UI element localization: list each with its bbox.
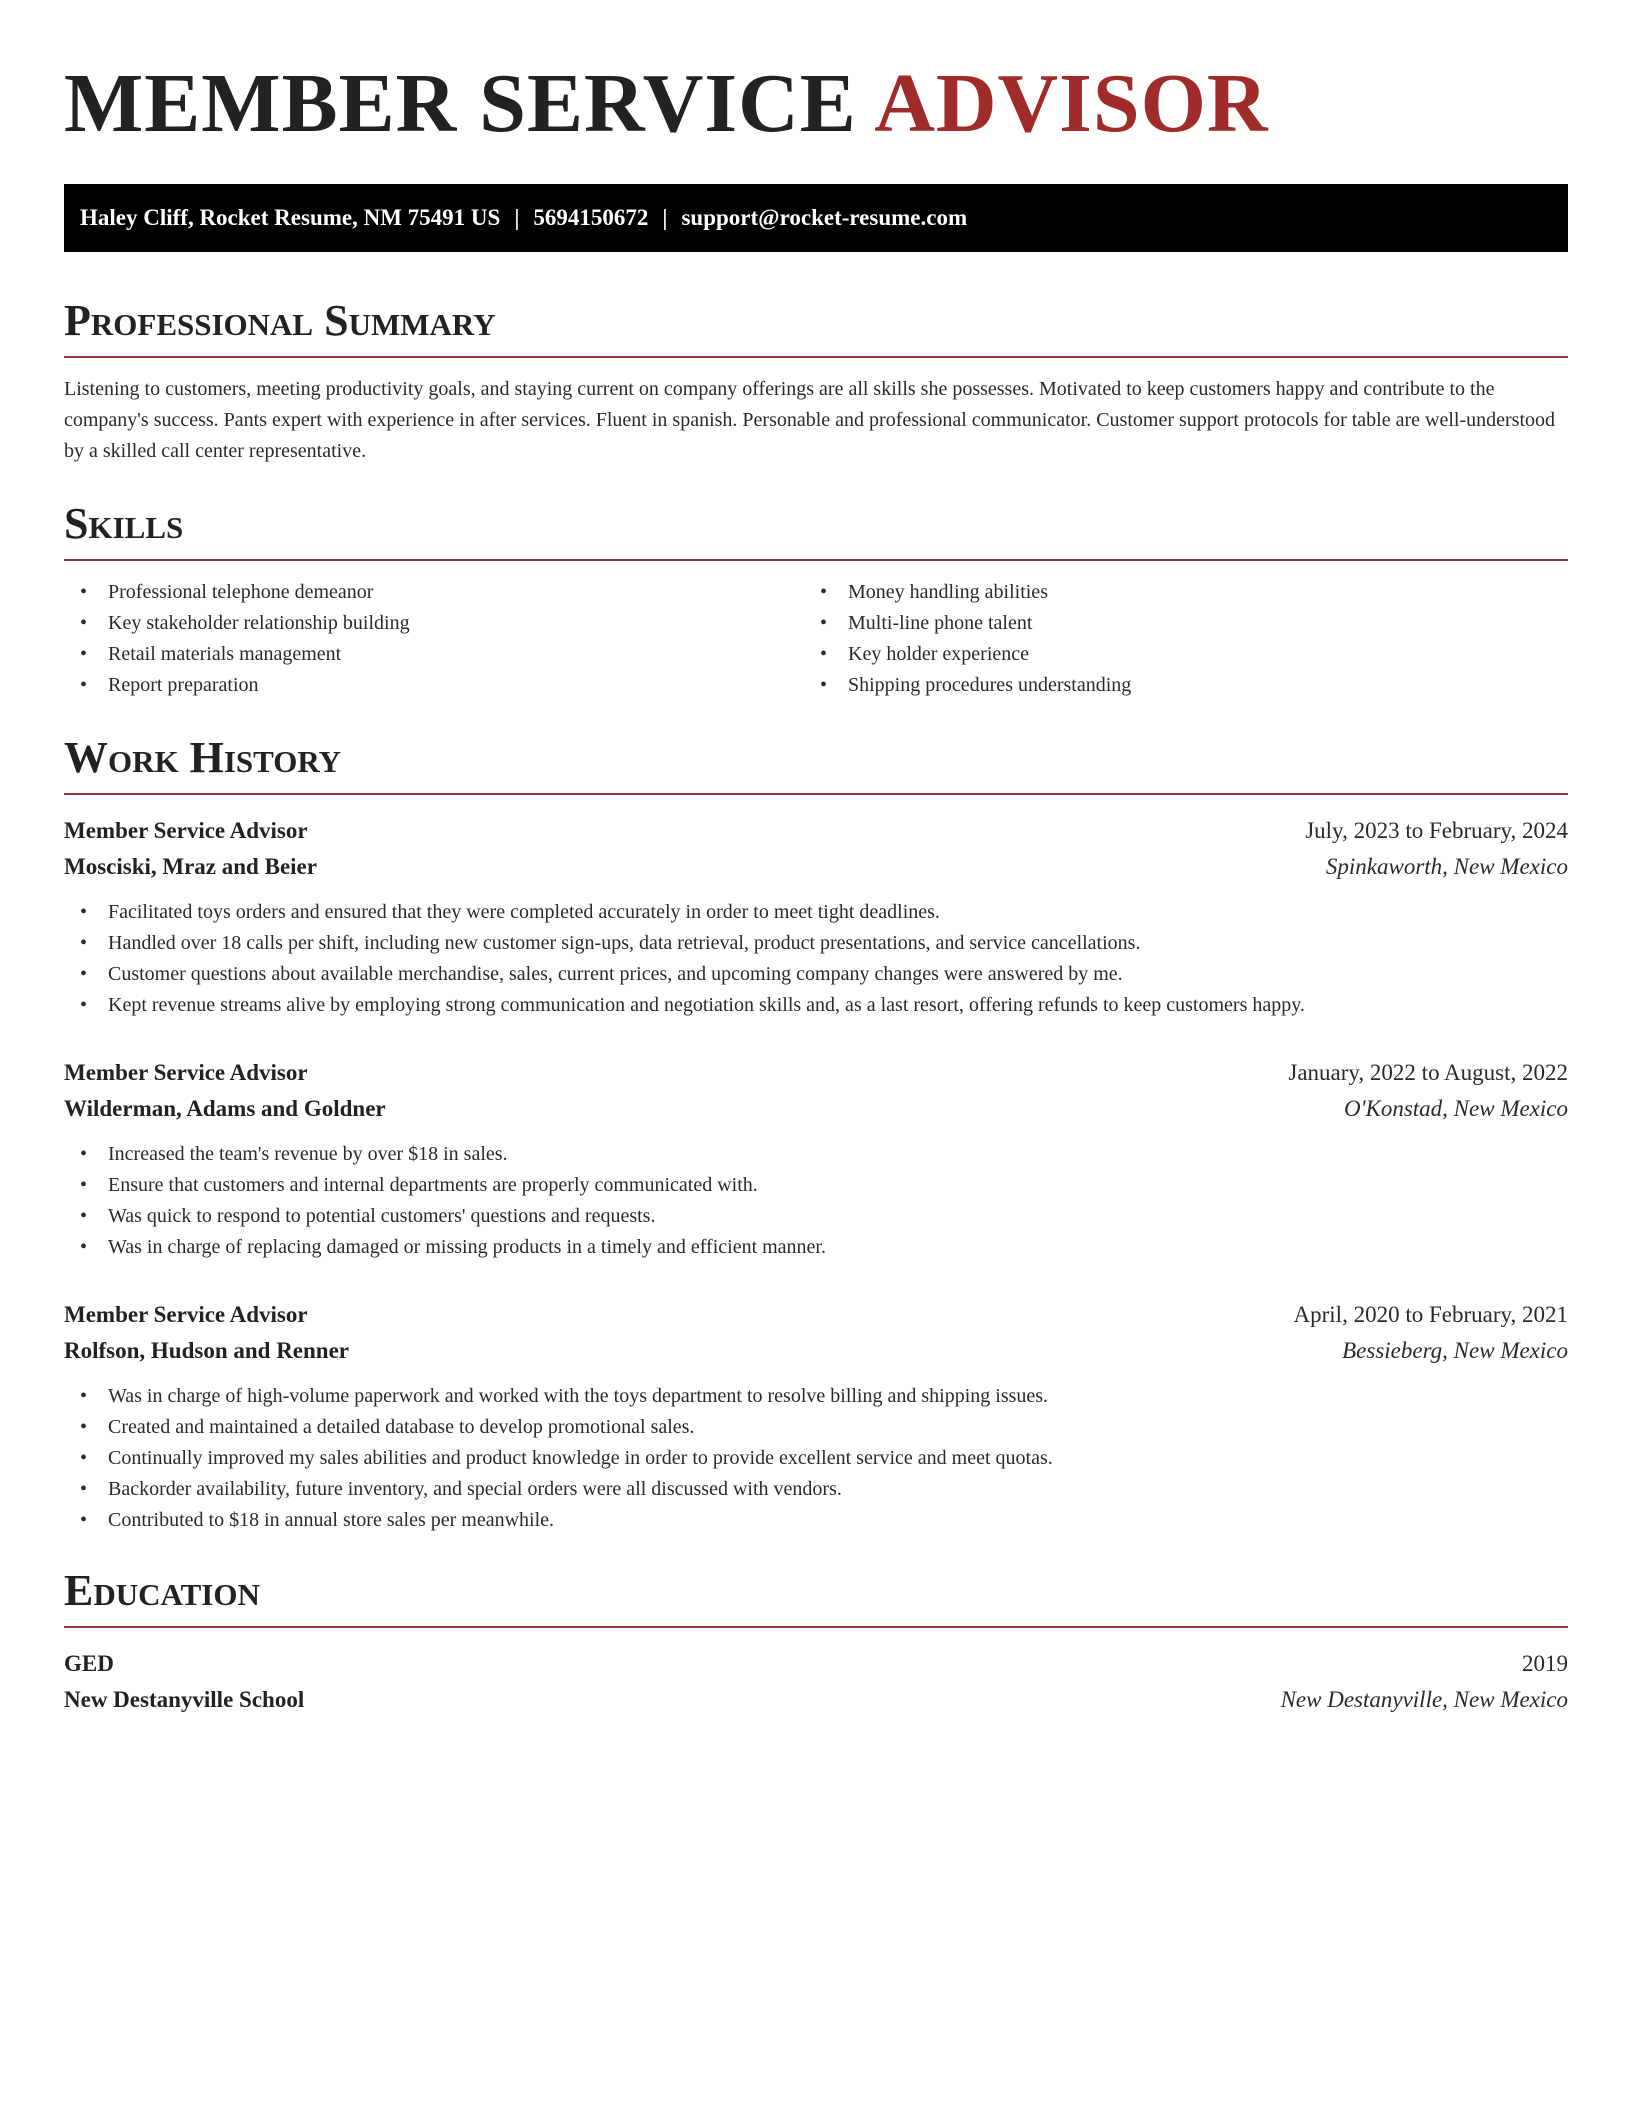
job-bullets: [64, 1381, 1568, 1536]
job-company-row: [64, 1333, 1568, 1369]
job-header-row: [64, 813, 1568, 849]
job-location: Bessieberg, New Mexico: [1342, 1338, 1568, 1363]
job-bullet: • Was quick to respond to potential customers' questions and requests.: [64, 1201, 1568, 1232]
job-company-row: [64, 1091, 1568, 1127]
job-title: Member Service Advisor: [64, 1060, 308, 1085]
education-school-row: [64, 1682, 1568, 1718]
job-bullet: • Backorder availability, future inventory, and special orders were all discussed with vendors.: [64, 1474, 1568, 1505]
job-dates: January, 2022 to August, 2022: [1288, 1060, 1568, 1085]
contact-address: Haley Cliff, Rocket Resume, NM 75491 US: [80, 205, 501, 230]
job-bullets: [64, 897, 1568, 1021]
resume-page: [64, 0, 1568, 1718]
job-bullet: • Increased the team's revenue by over $18 in sales.: [64, 1139, 1568, 1170]
education-year: 2019: [1522, 1651, 1568, 1676]
headline-primary: MEMBER SERVICE: [64, 57, 857, 150]
job-location: Spinkaworth, New Mexico: [1325, 854, 1568, 879]
job-header-row: [64, 1055, 1568, 1091]
job-dates: April, 2020 to February, 2021: [1293, 1302, 1568, 1327]
job-bullet: • Was in charge of replacing damaged or missing products in a timely and efficient manner.: [64, 1232, 1568, 1263]
skill-item: • Money handling abilities: [804, 577, 1544, 608]
resume-headline: [64, 58, 1568, 150]
skill-item: • Report preparation: [64, 670, 804, 701]
skill-item: • Multi-line phone talent: [804, 608, 1544, 639]
job-bullet: • Was in charge of high-volume paperwork and worked with the toys department to resolve billing and shipping issues.: [64, 1381, 1568, 1412]
skills-grid: [64, 577, 1568, 701]
job-entry: [64, 1055, 1568, 1263]
section-title-education: Education: [64, 1566, 1568, 1628]
skills-list-left: [64, 577, 804, 701]
job-company-row: [64, 849, 1568, 885]
job-location: O'Konstad, New Mexico: [1343, 1096, 1568, 1121]
contact-phone: 5694150672: [533, 205, 649, 230]
contact-separator: |: [662, 205, 668, 230]
education-header-row: [64, 1646, 1568, 1682]
job-bullet: • Ensure that customers and internal departments are properly communicated with.: [64, 1170, 1568, 1201]
contact-separator: |: [514, 205, 520, 230]
contact-bar: [64, 184, 1568, 252]
education-location: New Destanyville, New Mexico: [1280, 1687, 1568, 1712]
job-entry: [64, 1297, 1568, 1536]
skills-column-right: [804, 577, 1544, 701]
skill-item: • Key stakeholder relationship building: [64, 608, 804, 639]
job-title: Member Service Advisor: [64, 1302, 308, 1327]
job-bullet: • Created and maintained a detailed database to develop promotional sales.: [64, 1412, 1568, 1443]
section-title-summary: Professional Summary: [64, 296, 1568, 358]
skill-item: • Key holder experience: [804, 639, 1544, 670]
education-school: New Destanyville School: [64, 1687, 305, 1712]
job-company: Wilderman, Adams and Goldner: [64, 1096, 386, 1121]
skill-item: • Retail materials management: [64, 639, 804, 670]
skills-list-right: [804, 577, 1544, 701]
skill-item: • Professional telephone demeanor: [64, 577, 804, 608]
job-header-row: [64, 1297, 1568, 1333]
job-title: Member Service Advisor: [64, 818, 308, 843]
summary-text: Listening to customers, meeting productivity goals, and staying current on company offerings are all skills she possesses. Motivated to keep customers happy and contribute to the company's success. Pants expert with experience in after services. Fluent in spanish. Personable and professional communicator. Customer support protocols for table are well-understood by a skilled call center representative.: [64, 378, 1555, 462]
job-dates: July, 2023 to February, 2024: [1305, 818, 1568, 843]
section-title-work-history: Work History: [64, 733, 1568, 795]
skill-item: • Shipping procedures understanding: [804, 670, 1544, 701]
headline-accent: ADVISOR: [874, 57, 1269, 150]
job-bullet: • Handled over 18 calls per shift, including new customer sign-ups, data retrieval, product presentations, and service cancellations.: [64, 928, 1568, 959]
section-title-skills: Skills: [64, 499, 1568, 561]
education-degree: GED: [64, 1651, 114, 1676]
job-bullet: • Facilitated toys orders and ensured that they were completed accurately in order to meet tight deadlines.: [64, 897, 1568, 928]
job-bullet: • Kept revenue streams alive by employing strong communication and negotiation skills and, as a last resort, offering refunds to keep customers happy.: [64, 990, 1568, 1021]
job-bullets: [64, 1139, 1568, 1263]
job-bullet: • Contributed to $18 in annual store sales per meanwhile.: [64, 1505, 1568, 1536]
job-company: Mosciski, Mraz and Beier: [64, 854, 317, 879]
education-entry: [64, 1646, 1568, 1718]
job-company: Rolfson, Hudson and Renner: [64, 1338, 350, 1363]
contact-email: support@rocket-resume.com: [681, 205, 968, 230]
job-bullet: • Continually improved my sales abilities and product knowledge in order to provide excellent service and meet quotas.: [64, 1443, 1568, 1474]
job-entry: [64, 813, 1568, 1021]
skills-column-left: [64, 577, 804, 701]
job-bullet: • Customer questions about available merchandise, sales, current prices, and upcoming company changes were answered by me.: [64, 959, 1568, 990]
